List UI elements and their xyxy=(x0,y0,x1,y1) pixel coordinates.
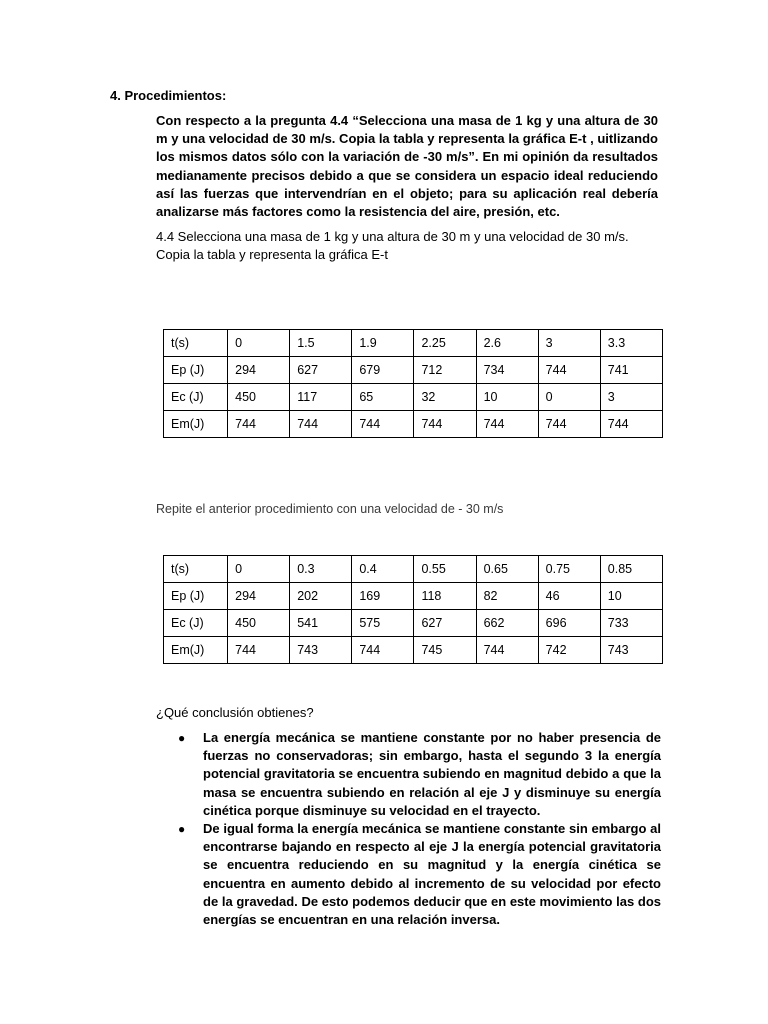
conclusion-item xyxy=(156,820,661,929)
table-cell: 744 xyxy=(538,411,600,438)
table-cell: 742 xyxy=(538,637,600,664)
table-cell: 0.65 xyxy=(476,556,538,583)
table-cell: 575 xyxy=(352,610,414,637)
table-row xyxy=(164,357,663,384)
table-cell: 696 xyxy=(538,610,600,637)
table-cell: 1.9 xyxy=(352,330,414,357)
table-cell: 744 xyxy=(228,411,290,438)
conclusion-list xyxy=(156,729,661,929)
table-cell: 0.3 xyxy=(290,556,352,583)
table-cell: 745 xyxy=(414,637,476,664)
bullet-icon: ● xyxy=(178,731,186,745)
energy-table-negative-velocity xyxy=(163,555,663,664)
energy-table-positive-velocity xyxy=(163,329,663,438)
table-cell: 169 xyxy=(352,583,414,610)
table-cell: 744 xyxy=(476,637,538,664)
table-cell: 0 xyxy=(538,384,600,411)
table-cell: 744 xyxy=(414,411,476,438)
repeat-procedure-title: Repite el anterior procedimiento con una velocidad de - 30 m/s xyxy=(156,502,504,516)
table-cell: 117 xyxy=(290,384,352,411)
table-cell: 10 xyxy=(600,583,662,610)
row-header-cell: Ec (J) xyxy=(164,384,228,411)
bullet-icon: ● xyxy=(178,822,186,837)
table-cell: 118 xyxy=(414,583,476,610)
row-header-cell: Ep (J) xyxy=(164,583,228,610)
table-row xyxy=(164,384,663,411)
table-cell: 294 xyxy=(228,583,290,610)
task-paragraph: 4.4 Selecciona una masa de 1 kg y una altura de 30 m y una velocidad de 30 m/s. Copia la tabla y representa la gráfica E-t xyxy=(156,229,629,263)
table-row xyxy=(164,610,663,637)
table-cell: 3 xyxy=(538,330,600,357)
table-cell: 2.25 xyxy=(414,330,476,357)
table-cell: 82 xyxy=(476,583,538,610)
table-cell: 744 xyxy=(600,411,662,438)
row-header-cell: Em(J) xyxy=(164,637,228,664)
section-heading: 4. Procedimientos: xyxy=(110,88,227,103)
table-cell: 744 xyxy=(290,411,352,438)
table-cell: 741 xyxy=(600,357,662,384)
table-cell: 0.4 xyxy=(352,556,414,583)
table-cell: 1.5 xyxy=(290,330,352,357)
table-cell: 541 xyxy=(290,610,352,637)
table-cell: 294 xyxy=(228,357,290,384)
table-row xyxy=(164,330,663,357)
table-cell: 743 xyxy=(600,637,662,664)
table-cell: 2.6 xyxy=(476,330,538,357)
table-cell: 0.75 xyxy=(538,556,600,583)
row-header-cell: Ec (J) xyxy=(164,610,228,637)
table-cell: 3 xyxy=(600,384,662,411)
table-cell: 202 xyxy=(290,583,352,610)
table-cell: 679 xyxy=(352,357,414,384)
row-header-cell: t(s) xyxy=(164,330,228,357)
row-header-cell: t(s) xyxy=(164,556,228,583)
table-cell: 744 xyxy=(352,637,414,664)
conclusion-text: La energía mecánica se mantiene constante por no haber presencia de fuerzas no conservadoras; sin embargo, hasta el segundo 3 la energía potencial gravitatoria se encuentra subiendo en magnitud debido a que la masa se encuentra subiendo en relación al eje J y disminuye su energía cinética porque disminuye su velocidad en el trayecto. xyxy=(203,730,661,818)
table-cell: 10 xyxy=(476,384,538,411)
table-cell: 3.3 xyxy=(600,330,662,357)
table-cell: 733 xyxy=(600,610,662,637)
table-cell: 65 xyxy=(352,384,414,411)
table-cell: 712 xyxy=(414,357,476,384)
table-cell: 734 xyxy=(476,357,538,384)
table-cell: 744 xyxy=(352,411,414,438)
table-cell: 744 xyxy=(538,357,600,384)
intro-paragraph: Con respecto a la pregunta 4.4 “Selecciona una masa de 1 kg y una altura de 30 m y una velocidad de 30 m/s. Copia la tabla y representa la gráfica E-t , uitlizando los mismos datos sólo con la variación de -30 m/s”. En mi opinión da resultados medianamente precisos debido a que se considera un espacio ideal reduciendo así las fuerzas que intervendrían en el objeto; para su aplicación real debería analizarse más factores como la resistencia del aire, presión, etc. xyxy=(156,113,658,220)
table-row xyxy=(164,556,663,583)
table-row xyxy=(164,411,663,438)
table-row xyxy=(164,637,663,664)
table-cell: 46 xyxy=(538,583,600,610)
table-cell: 32 xyxy=(414,384,476,411)
table-cell: 0.85 xyxy=(600,556,662,583)
table-cell: 0.55 xyxy=(414,556,476,583)
row-header-cell: Em(J) xyxy=(164,411,228,438)
row-header-cell: Ep (J) xyxy=(164,357,228,384)
table-cell: 744 xyxy=(476,411,538,438)
table-cell: 627 xyxy=(414,610,476,637)
table-cell: 744 xyxy=(228,637,290,664)
table-cell: 0 xyxy=(228,330,290,357)
conclusion-question: ¿Qué conclusión obtienes? xyxy=(156,705,314,720)
table-row xyxy=(164,583,663,610)
table-cell: 627 xyxy=(290,357,352,384)
table-cell: 743 xyxy=(290,637,352,664)
table-cell: 0 xyxy=(228,556,290,583)
table-cell: 662 xyxy=(476,610,538,637)
table-cell: 450 xyxy=(228,384,290,411)
conclusion-text: De igual forma la energía mecánica se mantiene constante sin embargo al encontrarse bajando en respecto al eje J la energía potencial gravitatoria se encuentra reduciendo en su magnitud y la energía cinética se encuentra en aumento debido al incremento de su velocidad por efecto de la gravedad. De esto podemos deducir que en este movimiento las dos energías se encuentran en una relación inversa. xyxy=(203,821,661,928)
table-cell: 450 xyxy=(228,610,290,637)
conclusion-item xyxy=(156,729,661,820)
